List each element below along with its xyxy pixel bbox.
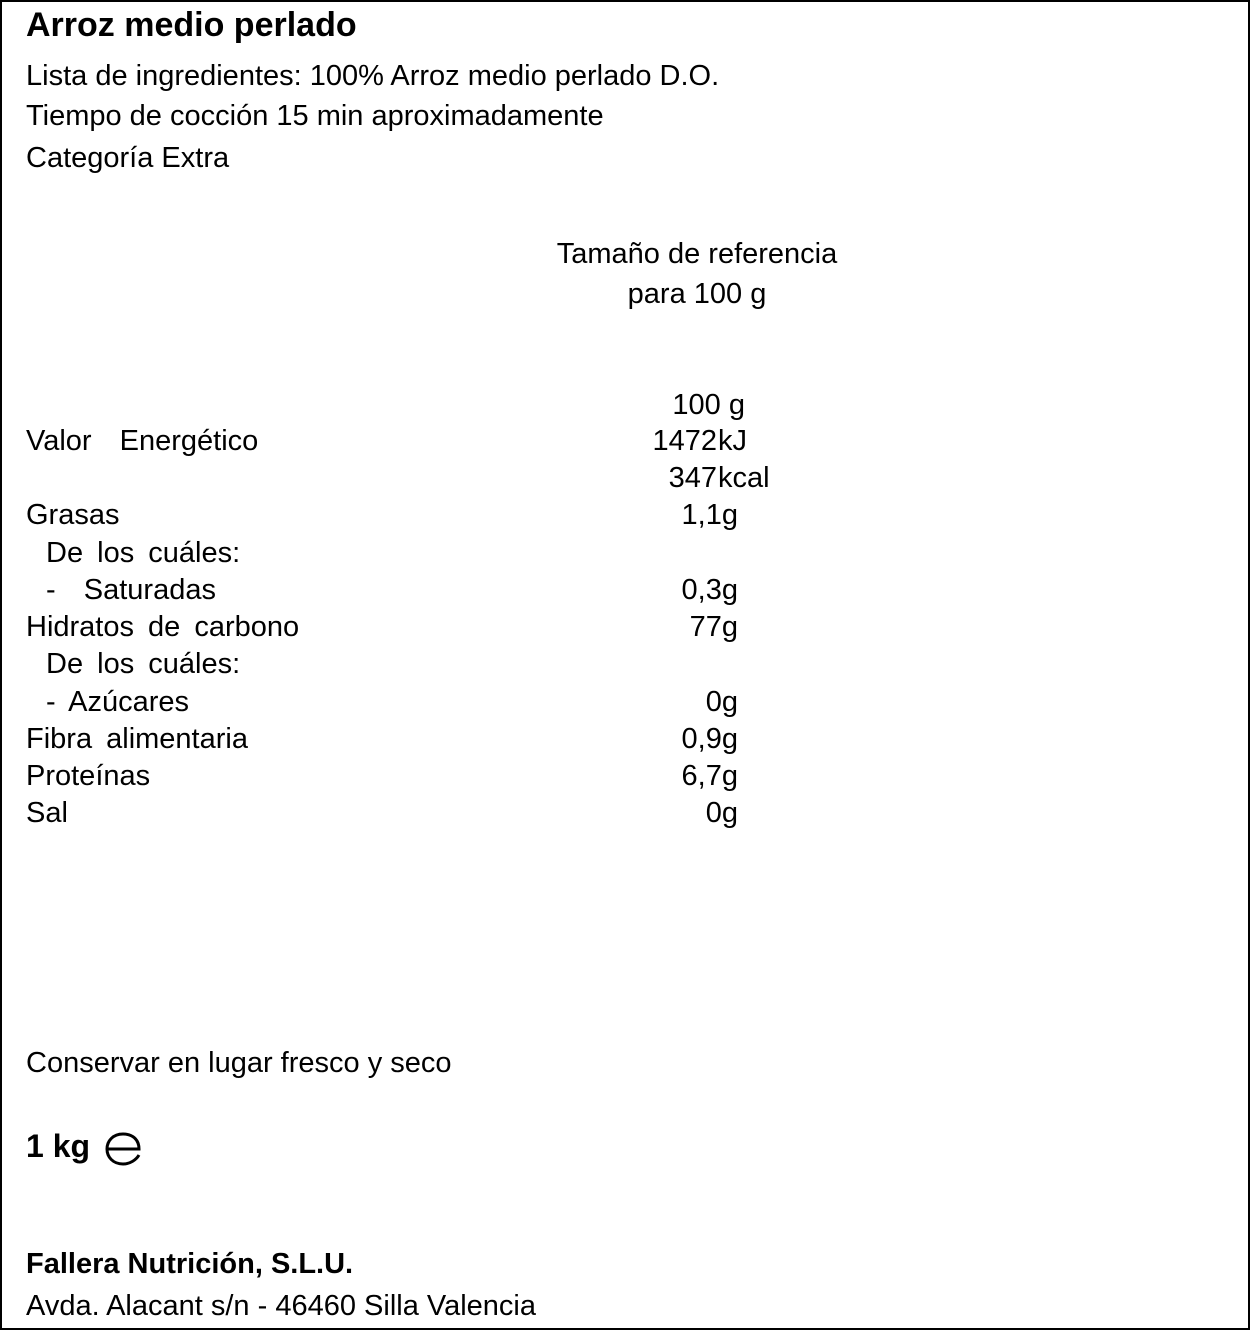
nutrition-row-label-of-which-carbs: De los cuáles: (46, 648, 241, 680)
nutrition-row-label-fibre: Fibra alimentaria (26, 723, 248, 755)
ingredients-text: Lista de ingredientes: 100% Arroz medio perlado D.O. (26, 60, 720, 92)
category-text: Categoría Extra (26, 142, 230, 174)
nutrition-row-label-fat: Grasas (26, 499, 120, 531)
company-address: Avda. Alacant s/n - 46460 Silla Valencia (26, 1290, 536, 1322)
nutrition-row-value-saturated: 0,3g (681, 574, 738, 606)
nutrition-row-value-sugars: 0g (705, 686, 738, 718)
nutrition-row-label-carbohydrates: Hidratos de carbono (26, 611, 300, 643)
energy-kj-value: 1472 (652, 425, 717, 457)
nutrition-row-value-protein: 6,7g (681, 760, 738, 792)
nutrition-row-label-of-which-fat: De los cuáles: (46, 537, 241, 569)
storage-instructions: Conservar en lugar fresco y seco (26, 1047, 452, 1079)
energy-kcal-value: 347 (668, 462, 717, 494)
reference-size-line2: para 100 g (627, 278, 767, 310)
energy-kcal-unit: kcal (718, 462, 770, 494)
nutrition-row-value-fat: 1,1g (681, 499, 738, 531)
company-name: Fallera Nutrición, S.L.U. (26, 1248, 354, 1280)
nutrition-row-label-saturated: - Saturadas (46, 574, 216, 606)
product-title: Arroz medio perlado (26, 6, 357, 44)
nutrition-row-value-salt: 0g (705, 797, 738, 829)
net-weight: 1 kg (26, 1128, 91, 1164)
nutrition-row-value-carbohydrates: 77g (689, 611, 738, 643)
nutrition-row-label-protein: Proteínas (26, 760, 151, 792)
cooking-time-text: Tiempo de cocción 15 min aproximadamente (26, 100, 604, 132)
nutrition-row-label-sugars: - Azúcares (46, 686, 189, 718)
energy-kj-unit: kJ (718, 425, 747, 457)
nutrition-row-value-fibre: 0,9g (681, 723, 738, 755)
energy-label: Valor Energético (26, 425, 259, 457)
reference-size-line1: Tamaño de referencia (556, 238, 838, 270)
nutrition-row-label-salt: Sal (26, 797, 68, 829)
nutrition-column-header: 100 g (672, 389, 745, 421)
estimated-sign-icon (103, 1132, 143, 1166)
